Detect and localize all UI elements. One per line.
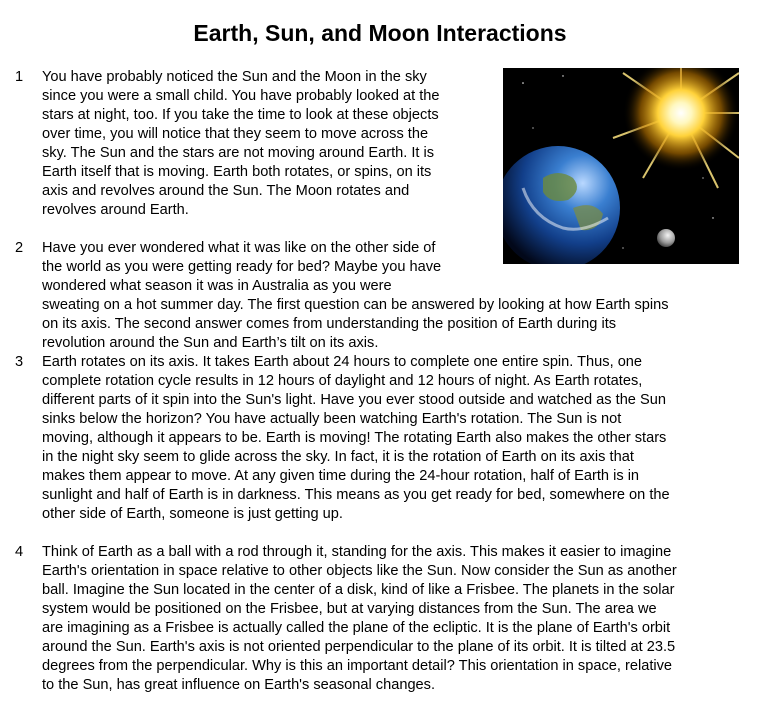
text-line: stars at night, too. If you take the time to look at these objects	[42, 107, 439, 123]
text-line: in the night sky seem to glide across the sky. In fact, it is the rotation of Earth on its axis that	[42, 449, 634, 465]
text-line: sunlight and half of Earth is in darkness. This means as you get ready for bed, somewhere on the	[42, 487, 670, 503]
text-line: to the Sun, has great influence on Earth's seasonal changes.	[42, 677, 436, 693]
text-line: wondered what season it was in Australia as you were	[42, 278, 392, 294]
text-line: You have probably noticed the Sun and the Moon in the sky	[42, 69, 427, 85]
text-line: sinks below the horizon? You have actually been watching Earth's rotation. The Sun is not	[42, 411, 622, 427]
text-line: Think of Earth as a ball with a rod through it, standing for the axis. This makes it easier to imagine	[42, 544, 672, 560]
paragraph-number: 4	[15, 544, 24, 560]
text-line: Earth rotates on its axis. It takes Earth about 24 hours to complete one entire spin. Thus, one	[42, 354, 643, 370]
text-line: other side of Earth, someone is just getting up.	[42, 506, 343, 522]
text-line: Have you ever wondered what it was like on the other side of	[42, 240, 436, 256]
text-line: sweating on a hot summer day. The first question can be answered by looking at how Earth spins	[42, 297, 669, 313]
paragraph-number: 2	[15, 240, 24, 256]
paragraph-1	[42, 68, 440, 220]
text-line: since you were a small child. You have probably looked at the	[42, 88, 440, 104]
paragraph-2	[42, 239, 669, 353]
text-line: Earth's orientation in space relative to other objects like the Sun. Now consider the Sun as another	[42, 563, 677, 579]
paragraph-4	[42, 543, 677, 695]
text-line: sky. The Sun and the stars are not moving around Earth. It is	[42, 145, 435, 161]
text-line: revolves around Earth.	[42, 202, 189, 218]
text-line: makes them appear to move. At any given time during the 24-hour rotation, half of Earth is in	[42, 468, 640, 484]
text-line: ball. Imagine the Sun located in the center of a disk, kind of like a Frisbee. The planets in the solar	[42, 582, 675, 598]
paragraph-number: 1	[15, 69, 24, 85]
text-line: axis and revolves around the Sun. The Moon rotates and	[42, 183, 410, 199]
text-line: the world as you were getting ready for bed? Maybe you have	[42, 259, 442, 275]
text-line: on its axis. The second answer comes from understanding the position of Earth during its	[42, 316, 617, 332]
text-line: system would be positioned on the Frisbee, but at varying distances from the Sun. The area we	[42, 601, 657, 617]
text-line: different parts of it spin into the Sun's light. Have you ever stood outside and watched as the Sun	[42, 392, 666, 408]
paragraph-number: 3	[15, 354, 24, 370]
text-line: moving, although it appears to be. Earth is moving! The rotating Earth also makes the other stars	[42, 430, 667, 446]
text-line: over time, you will notice that they seem to move across the	[42, 126, 429, 142]
text-line: Earth itself that is moving. Earth both rotates, or spins, on its	[42, 164, 432, 180]
text-line: are imagining as a Frisbee is actually called the plane of the ecliptic. It is the plane of Earth's orbit	[42, 620, 671, 636]
text-line: revolution around the Sun and Earth’s tilt on its axis.	[42, 335, 379, 351]
text-line: around the Sun. Earth's axis is not oriented perpendicular to the plane of its orbit. It is tilted at 23.5	[42, 639, 676, 655]
page-title: Earth, Sun, and Moon Interactions	[193, 20, 567, 46]
earth-sun-moon-image	[503, 68, 739, 264]
paragraph-3	[42, 353, 670, 524]
text-line: degrees from the perpendicular. Why is this an important detail? This orientation in space, relative	[42, 658, 673, 674]
text-line: complete rotation cycle results in 12 hours of daylight and 12 hours of night. As Earth rotates,	[42, 373, 643, 389]
